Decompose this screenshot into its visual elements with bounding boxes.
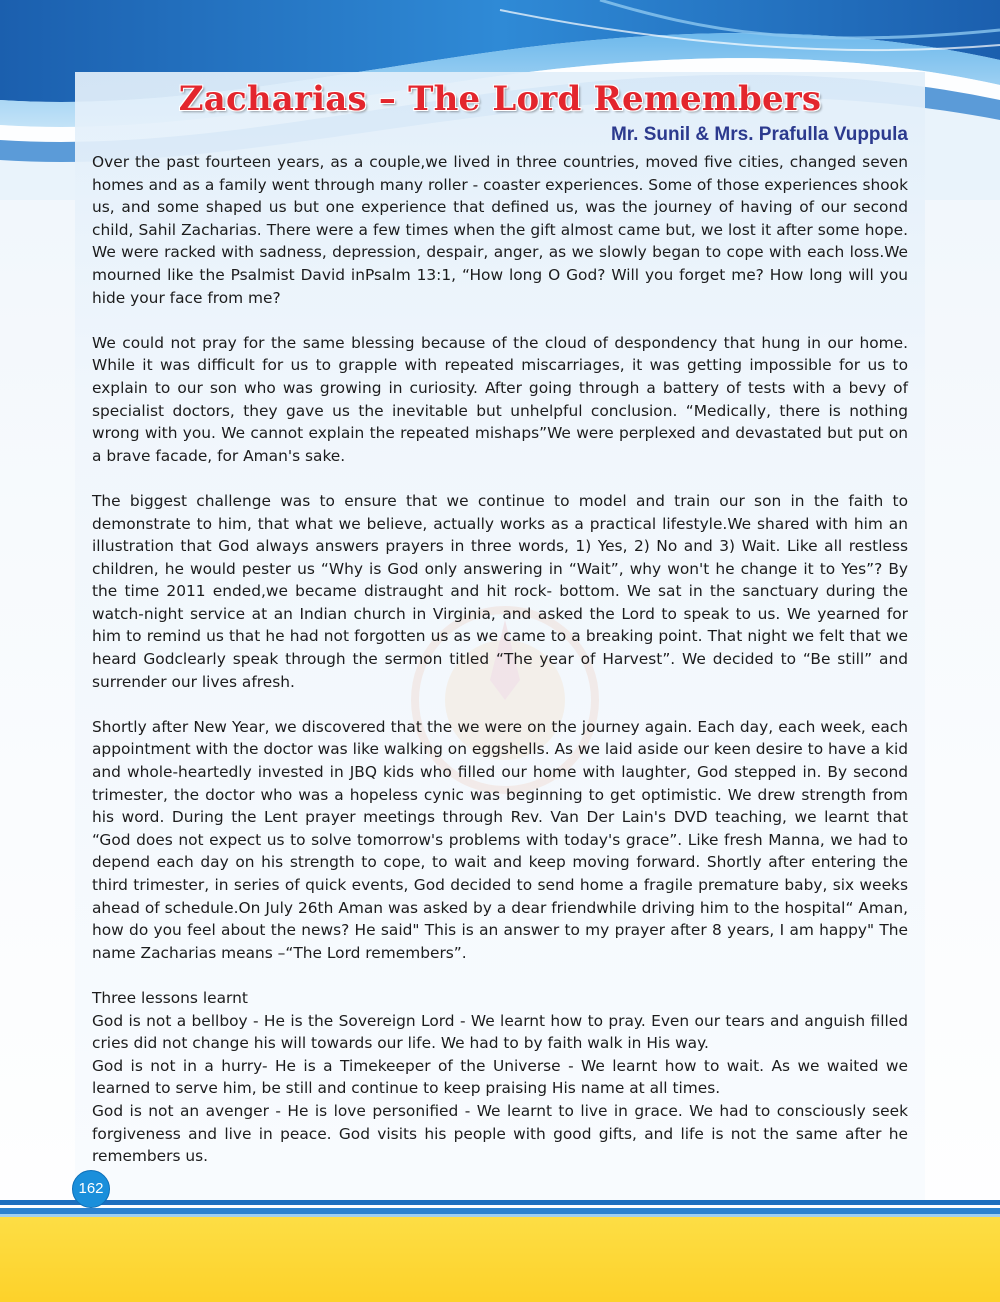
article-author: Mr. Sunil & Mrs. Prafulla Vuppula [610,124,908,145]
paragraph-1: Over the past fourteen years, as a couple,we lived in three countries, moved five cities, changed seven homes and as a family went through many roller - coaster experiences. Some of those experiences shook us, and some shaped us but one experience that defined us, was the journey of having of our second child, Sahil Zacharias. There were a few times when the gift almost came but, we lost it after some hope. We were racked with sadness, depression, despair, anger, as we slowly began to cope with each loss.We mourned like the Psalmist David inPsalm 13:1, “How long O God? Will you forget me? How long will you hide your face from me? [92,153,908,307]
paragraph-4: Shortly after New Year, we discovered that the we were on the journey again. Each day, each week, each appointment with the doctor was like walking on eggshells. As we laid aside our keen desire to have a kid and whole-heartedly invested in JBQ kids who filled our home with laughter, God stepped in. By second trimester, the doctor who was a hopeless cynic was beginning to get optimistic. We drew strength from his word. During the Lent prayer meetings through Rev. Van Der Lain's DVD teaching, we learnt that “God does not expect us to solve tomorrow's problems with today's grace”. Like fresh Manna, we had to depend each day on his strength to cope, to wait and keep moving forward. Shortly after entering the third trimester, in series of quick events, God decided to send home a fragile premature baby, six weeks ahead of schedule.On July 26th Aman was asked by a dear friendwhile driving him to the hospital“ Aman, how do you feel about the news? He said" This is an answer to my prayer after 8 years, I am happy" The name Zacharias means –“The Lord remembers”. [92,717,908,962]
footer-stripe [0,1214,1000,1217]
page-number-badge: 162 [72,1170,110,1208]
paragraph-3: The biggest challenge was to ensure that we continue to model and train our son in the faith to demonstrate to him, that what we believe, actually works as a practical lifestyle.We shared with him an illustration that God always answers prayers in three words, 1) Yes, 2) No and 3) Wait. Like all restless children, he would pester us “Why is God only answering in “Wait”, why won't he change it to Yes”? By the time 2011 ended,we became distraught and hit rock- bottom. We sat in the sanctuary during the watch-night service at an Indian church in Virginia, and asked the Lord to speak to us. We yearned for him to remind us that he had not forgotten us as we came to a breaking point. That night we felt that we heard Godclearly speak through the sermon titled “The year of Harvest”. We decided to “Be still” and surrender our lives afresh. [92,491,908,691]
article-body [92,151,908,1168]
lesson-3: God is not an avenger - He is love personified - We learnt to live in grace. We had to consciously seek forgiveness and live in peace. God visits his people with good gifts, and life is not the same after he remembers us. [92,1101,908,1166]
lesson-1: God is not a bellboy - He is the Sovereign Lord - We learnt how to pray. Even our tears and anguish filled cries did not change his will towards our life. We had to by faith walk in His way. [92,1011,908,1053]
paragraph-2: We could not pray for the same blessing because of the cloud of despondency that hung in our home. While it was difficult for us to grapple with repeated miscarriages, it was getting impossible for us to explain to our son who was growing in curiosity. After going through a battery of tests with a bevy of specialist doctors, they gave us the inevitable but unhelpful conclusion. “Medically, there is nothing wrong with you. We cannot explain the repeated mishaps”We were perplexed and devastated but put on a brave facade, for Aman's sake. [92,333,908,465]
lessons-heading: Three lessons learnt [92,988,248,1007]
lesson-2: God is not in a hurry- He is a Timekeeper of the Universe - We learnt how to wait. As we waited we learned to serve him, be still and continue to keep praising His name at all times. [92,1056,908,1098]
article-title: Zacharias – The Lord Remembers [178,79,822,119]
